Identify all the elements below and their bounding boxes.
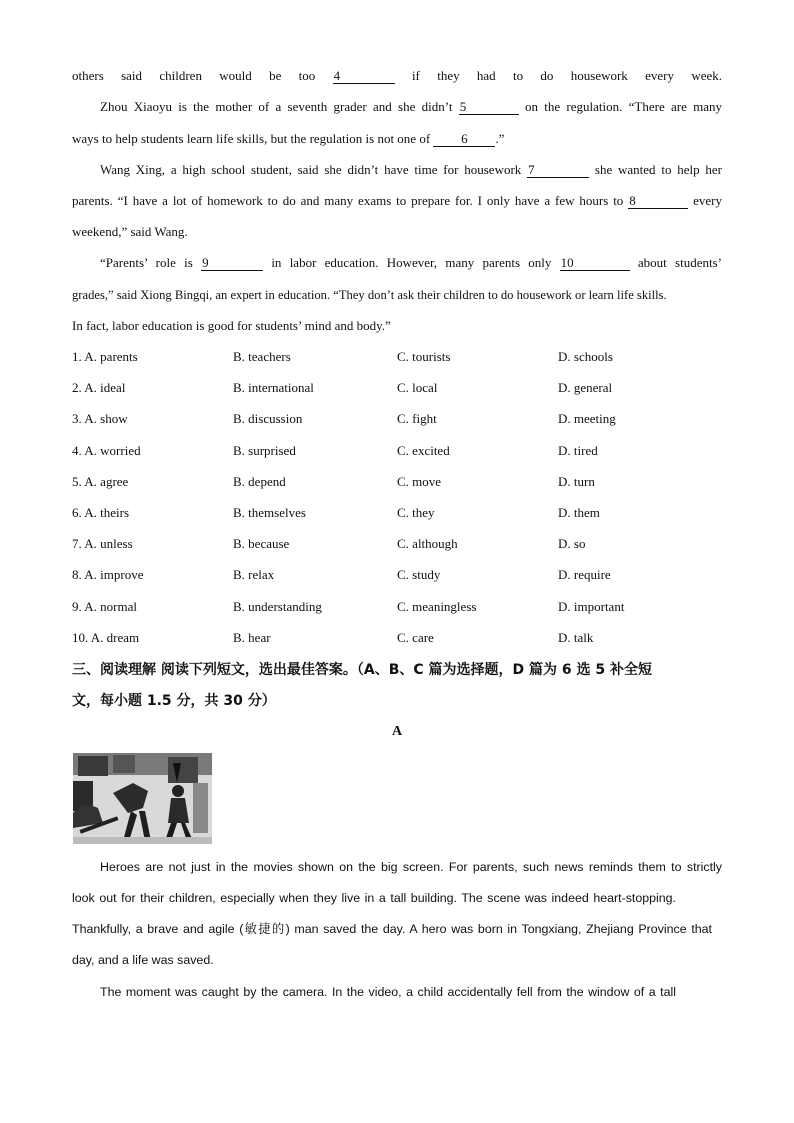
passage-a-line-1: Heroes are not just in the movies shown on the big screen. For parents, such news reminds them to strictly	[100, 860, 722, 874]
option-choice: C. meaningless	[397, 598, 477, 614]
option-choice: D. meeting	[558, 411, 616, 427]
option-choice: B. international	[233, 380, 314, 396]
option-choice: C. excited	[397, 442, 450, 458]
text-segment: Wang Xing, a high school student, said she didn’t have time for housework	[100, 162, 528, 177]
text-segment: .”	[495, 131, 505, 146]
option-choice: B. themselves	[233, 505, 306, 520]
text-segment: Zhou Xiaoyu is the mother of a seventh grader and she didn’t	[100, 99, 459, 114]
option-choice: D. talk	[558, 629, 594, 645]
option-choice: 6. A. theirs	[72, 505, 130, 520]
option-choice: B. discussion	[233, 411, 303, 427]
option-choice: C. study	[397, 567, 441, 583]
passage-a-line-4: day, and a life was saved.	[72, 953, 214, 967]
option-choice: D. turn	[558, 473, 595, 489]
option-choice: 5. A. agree	[72, 473, 129, 489]
passage-line-8: grades,” said Xiong Bingqi, an expert in education. “They don’t ask their children to do housework or learn life skills.	[72, 288, 667, 302]
option-choice: C. fight	[397, 411, 437, 427]
option-choice: 7. A. unless	[72, 536, 133, 552]
option-choice: D. general	[558, 380, 613, 396]
passage-line-5	[72, 193, 722, 209]
passage-line-3	[72, 131, 722, 147]
option-choice: 3. A. show	[72, 411, 128, 427]
option-choice: D. schools	[558, 349, 613, 364]
blank-5: 5	[459, 100, 519, 115]
passage-line-1	[72, 68, 722, 84]
text-segment: ways to help students learn life skills, but the regulation is not one of	[72, 131, 434, 146]
option-choice: B. because	[233, 536, 290, 552]
option-choice: 8. A. improve	[72, 567, 144, 583]
option-choice: D. so	[558, 536, 586, 552]
option-row	[72, 567, 722, 583]
option-row	[72, 599, 722, 615]
option-choice: 10. A. dream	[72, 629, 140, 645]
option-choice: C. local	[397, 380, 438, 396]
text-segment: if they had to do housework every week.	[394, 68, 722, 83]
section-heading-line-2: 文，每小题 1.5 分，共 30 分）	[72, 693, 276, 709]
passage-a-line-2: look out for their children, especially when they live in a tall building. The scene was indeed heart-stopping.	[72, 891, 676, 905]
option-choice: D. them	[558, 505, 600, 520]
text-segment: on the regulation. “There are many	[518, 99, 723, 114]
section-heading	[72, 655, 722, 717]
option-choice: B. surprised	[233, 442, 296, 458]
option-choice: D. tired	[558, 442, 598, 458]
passage-label: A	[391, 724, 403, 739]
news-photo	[73, 753, 212, 844]
option-choice: B. teachers	[233, 349, 291, 364]
option-choice: B. relax	[233, 567, 275, 583]
passage-line-6: weekend,” said Wang.	[72, 224, 188, 239]
blank-7: 7	[527, 163, 589, 178]
text-segment: parents. “I have a lot of homework to do and many exams to prepare for. I only have a few hours to	[72, 193, 629, 208]
passage-line-9: In fact, labor education is good for students’ mind and body.”	[72, 318, 391, 333]
blank-4: 4	[333, 69, 395, 84]
option-choice: C. move	[397, 473, 442, 489]
blank-6: 6	[433, 132, 495, 147]
option-choice: 1. A. parents	[72, 349, 138, 364]
text-segment: she wanted to help her	[589, 162, 723, 177]
passage-a-line-5: The moment was caught by the camera. In the video, a child accidentally fell from the window of a tall	[100, 985, 676, 999]
option-row	[72, 380, 722, 396]
section-heading-line-1: 三、阅读理解 阅读下列短文，选出最佳答案。（A、B、C 篇为选择题，D 篇为 6 选 5 补全短	[72, 662, 652, 678]
blank-10: 10	[560, 256, 630, 271]
option-choice: D. require	[558, 567, 611, 583]
blank-9: 9	[201, 256, 263, 271]
passage-line-2	[100, 99, 722, 115]
option-row	[72, 443, 722, 459]
text-segment: others said children would be too	[72, 68, 333, 83]
text-segment: about students’	[629, 255, 722, 270]
option-choice: C. care	[397, 629, 434, 645]
blank-8: 8	[628, 194, 688, 209]
option-choice: 4. A. worried	[72, 442, 141, 458]
option-choice: C. although	[397, 536, 458, 552]
option-choice: C. they	[397, 505, 435, 520]
passage-a-line-3: Thankfully, a brave and agile (敏捷的) man saved the day. A hero was born in Tongxiang, Zhejiang Province that	[72, 922, 712, 936]
option-choice: B. hear	[233, 629, 271, 645]
option-choice: B. depend	[233, 473, 286, 489]
option-row	[72, 349, 722, 365]
option-row	[72, 411, 722, 427]
text-segment: every	[688, 193, 722, 208]
passage-line-7	[100, 255, 722, 271]
option-choice: C. tourists	[397, 349, 451, 364]
passage-line-4	[100, 162, 722, 178]
option-row	[72, 536, 722, 552]
option-choice: 2. A. ideal	[72, 380, 126, 396]
option-choice: 9. A. normal	[72, 598, 137, 614]
option-row	[72, 505, 722, 521]
option-choice: D. important	[558, 598, 625, 614]
text-segment: “Parents’ role is	[100, 255, 202, 270]
option-choice: B. understanding	[233, 598, 322, 614]
option-row	[72, 630, 722, 646]
option-row	[72, 474, 722, 490]
text-segment: in labor education. However, many parents only	[263, 255, 560, 270]
